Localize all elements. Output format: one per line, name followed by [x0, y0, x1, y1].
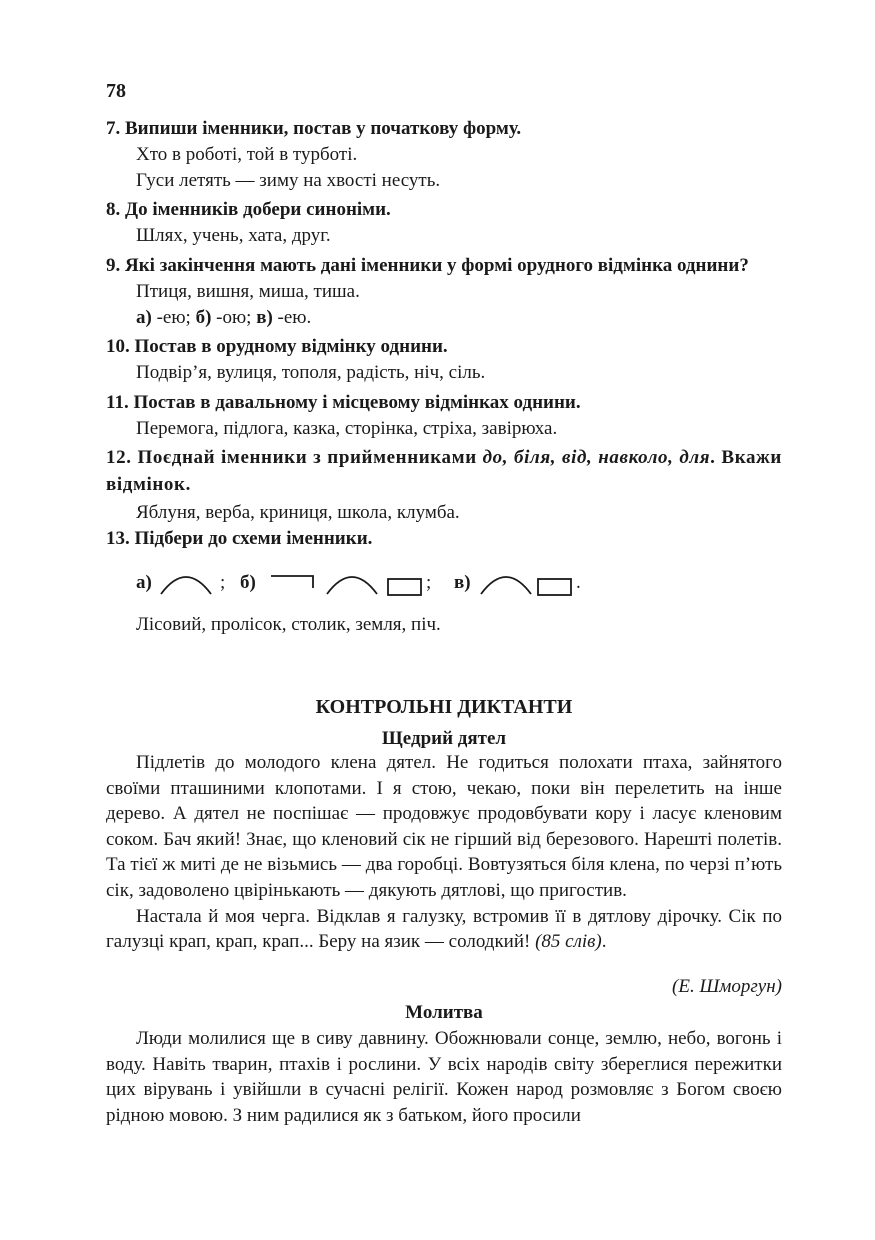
dictation-2-title: Молитва	[405, 1002, 483, 1023]
scheme-b-label: б)	[240, 572, 256, 593]
dictation-1-paragraph-2-text: Настала й моя черга. Відклав я галузку, встромив її в дятлову дірочку. Сік по галузці крап, крап, крап... Беру на язик — солодкий!	[106, 905, 782, 953]
exercise-7-line-2: Гуси летять — зиму на хвості несуть.	[136, 170, 441, 191]
dictation-1-paragraph-1: Підлетів до молодого клена дятел. Не годиться полохати птаха, зайнятого своїми пташиними клопотами. І я стою, чекаю, поки він перелетить на інше дерево. А дятел не поспішає — продовжує продовбувати кору і ласує кленовим соком. Бач який! Знає, що кленовий сік не гірший від березового. Нарешті полетів. Та тієї ж миті де не візьмись — два горобці. Вовтузяться біля клена, по черзі п’ють сік, задоволено цвірінькають — дякують дятлові, що пригостив.	[106, 752, 782, 901]
exercise-7	[106, 116, 782, 194]
option-a-label: а)	[136, 307, 152, 328]
root-arc-icon	[478, 566, 534, 598]
exercise-10-title: 10. Постав в орудному відмінку однини.	[106, 336, 448, 357]
scheme-separator-2: ;	[426, 572, 432, 593]
dictation-2-text	[106, 1026, 782, 1128]
prefix-mark-icon	[268, 566, 316, 598]
option-c-text: -ею.	[272, 307, 312, 328]
exercise-12-title-end: . Вкажи відмінок.	[106, 447, 782, 495]
option-c-label: в)	[256, 307, 273, 328]
scheme-end: .	[576, 572, 581, 593]
root-arc-icon	[158, 566, 214, 598]
dictation-1-author: (Е. Шморгун)	[672, 976, 782, 997]
dictation-1-paragraph-2-end: .	[601, 931, 607, 953]
root-arc-icon	[324, 566, 380, 598]
exercise-10-line-1: Подвір’я, вулиця, тополя, радість, ніч, сіль.	[136, 362, 486, 383]
exercise-12-title	[106, 444, 782, 498]
exercise-7-line-1: Хто в роботі, той в турботі.	[136, 144, 358, 165]
word-scheme	[136, 566, 636, 600]
exercise-9-line-1: Птиця, вишня, миша, тиша.	[136, 281, 360, 302]
exercise-12-prepositions: до, біля, від, навколо, для	[482, 447, 711, 468]
dictation-1-title: Щедрий дятел	[381, 728, 507, 749]
section-heading: КОНТРОЛЬНІ ДИКТАНТИ	[315, 696, 573, 718]
exercise-12-line-1: Яблуня, верба, криниця, школа, клумба.	[136, 502, 460, 523]
exercise-8-title: 8. До іменників добери синоніми.	[106, 199, 391, 220]
exercise-10	[106, 334, 782, 386]
exercise-13-title: 13. Підбери до схеми іменники.	[106, 528, 373, 549]
ending-box-icon	[386, 566, 424, 598]
dictation-2-paragraph-1: Люди молилися ще в сиву давнину. Обожнювали сонце, землю, небо, вогонь і воду. Навіть тварин, птахів і рослини. У всіх народів світу збереглися пережитки цих вірувань і увійшли в сучасні релігії. Кожен народ розмовляє з Богом своєю рідною мовою. З ним радилися як з батьком, його просили	[106, 1028, 782, 1126]
exercise-11-line-1: Перемога, підлога, казка, сторінка, стріха, завірюха.	[136, 418, 558, 439]
option-a-text: -ею;	[151, 307, 196, 328]
option-b-label: б)	[195, 307, 212, 328]
page-number: 78	[106, 80, 126, 102]
exercise-9-options	[106, 305, 782, 331]
scheme-a-label: а)	[136, 572, 152, 593]
exercise-7-title: 7. Випиши іменники, постав у початкову форму.	[106, 118, 522, 139]
exercise-12	[106, 444, 782, 526]
exercise-13-words	[106, 612, 782, 638]
exercise-11	[106, 390, 782, 442]
option-b-text: -ою;	[211, 307, 257, 328]
dictation-1-text	[106, 750, 782, 955]
word-count: (85 слів)	[535, 931, 602, 953]
exercise-11-title: 11. Постав в давальному і місцевому відмінках однини.	[106, 392, 581, 413]
dictation-1-paragraph-2	[106, 904, 782, 955]
exercise-12-title-start: 12. Поєднай іменники з прийменниками	[106, 447, 483, 468]
exercise-9-title: 9. Які закінчення мають дані іменники у формі орудного відмінка однини?	[106, 255, 749, 276]
exercise-8	[106, 197, 782, 249]
exercise-13	[106, 526, 782, 552]
exercise-8-line-1: Шлях, учень, хата, друг.	[136, 225, 331, 246]
scheme-c-label: в)	[454, 572, 471, 593]
exercise-9	[106, 253, 782, 331]
scheme-separator-1: ;	[220, 572, 226, 593]
exercise-13-line-1: Лісовий, пролісок, столик, земля, піч.	[136, 614, 441, 635]
ending-box-icon	[536, 566, 574, 598]
